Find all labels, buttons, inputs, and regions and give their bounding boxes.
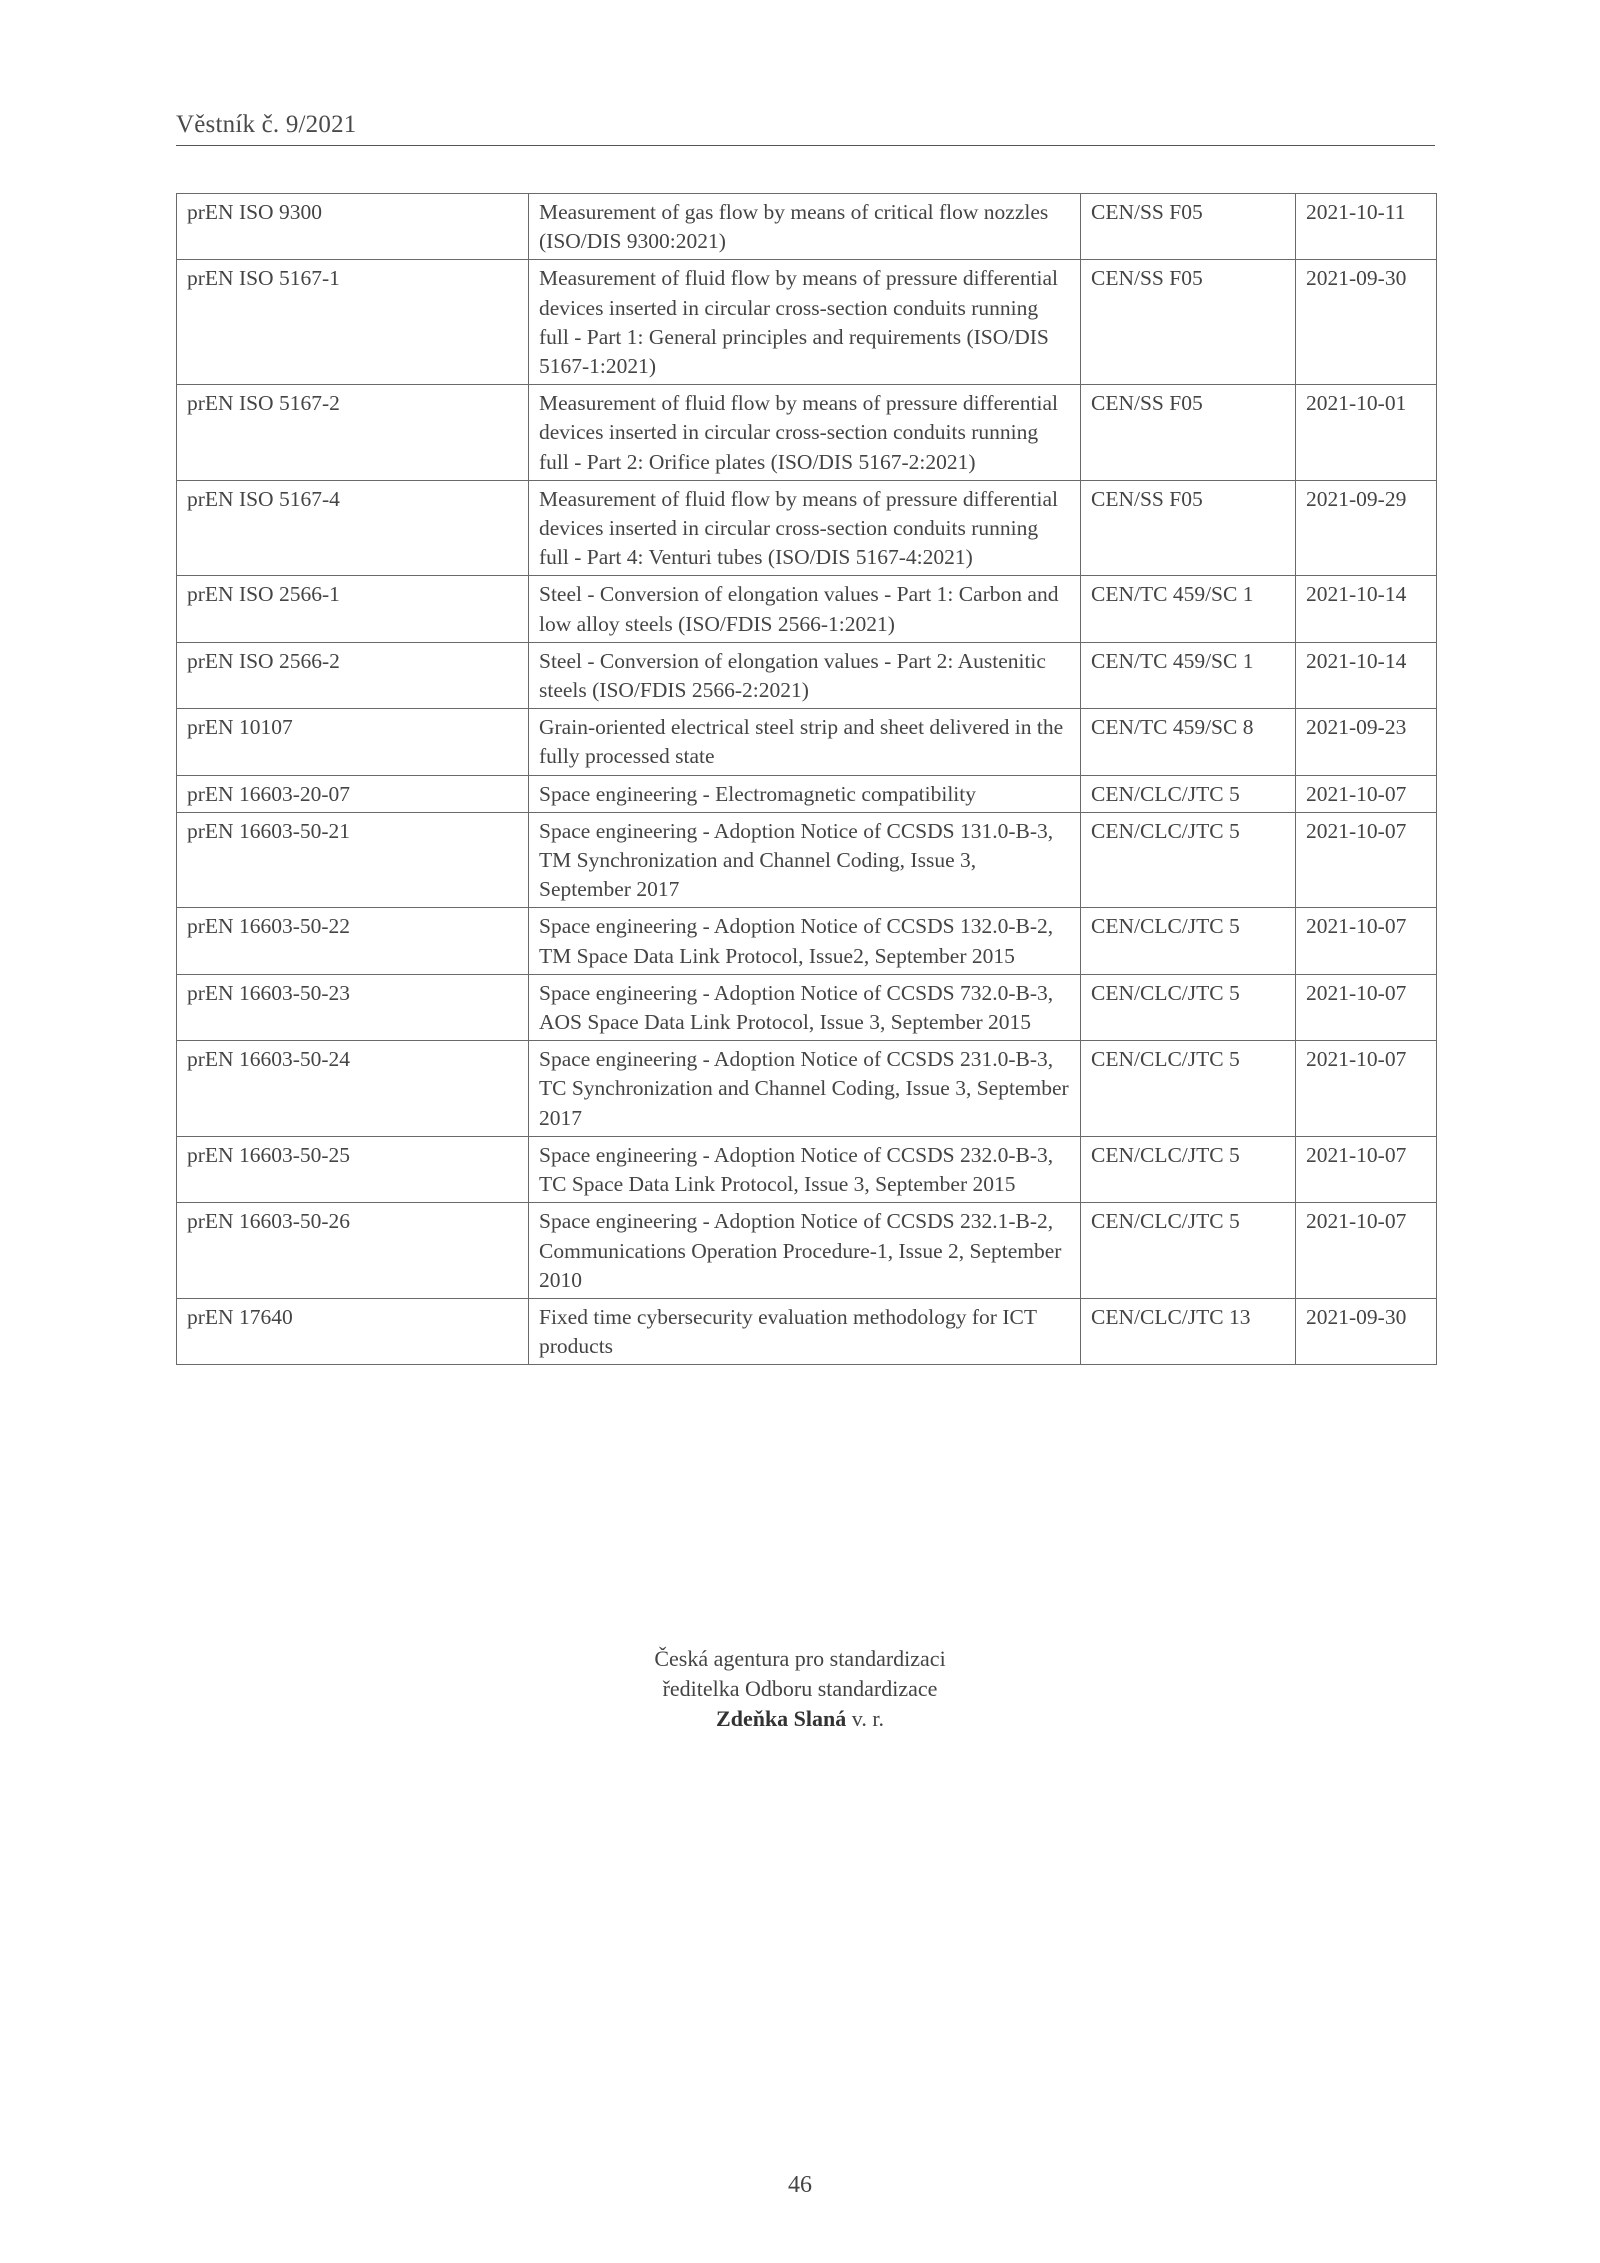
technical-committee: CEN/CLC/JTC 5 (1081, 1203, 1296, 1299)
standard-title: Fixed time cybersecurity evaluation methodology for ICT products (529, 1298, 1081, 1364)
technical-committee: CEN/CLC/JTC 5 (1081, 908, 1296, 974)
standard-title: Space engineering - Adoption Notice of CCSDS 132.0-B-2, TM Space Data Link Protocol, Issue2, September 2015 (529, 908, 1081, 974)
standard-code: prEN 16603-50-26 (177, 1203, 529, 1299)
standard-code: prEN 17640 (177, 1298, 529, 1364)
standard-code: prEN 16603-50-21 (177, 812, 529, 908)
standard-title: Space engineering - Adoption Notice of CCSDS 232.0-B-3, TC Space Data Link Protocol, Issue 3, September 2015 (529, 1136, 1081, 1202)
technical-committee: CEN/TC 459/SC 8 (1081, 709, 1296, 775)
table-row (177, 1136, 1437, 1202)
technical-committee: CEN/SS F05 (1081, 480, 1296, 576)
table-row (177, 812, 1437, 908)
standards-table-body (177, 194, 1437, 1365)
comment-deadline: 2021-10-14 (1296, 576, 1437, 642)
comment-deadline: 2021-10-07 (1296, 775, 1437, 812)
standard-code: prEN ISO 2566-1 (177, 576, 529, 642)
standard-code: prEN 10107 (177, 709, 529, 775)
comment-deadline: 2021-10-07 (1296, 1203, 1437, 1299)
technical-committee: CEN/CLC/JTC 5 (1081, 974, 1296, 1040)
standard-code: prEN 16603-20-07 (177, 775, 529, 812)
comment-deadline: 2021-10-07 (1296, 1041, 1437, 1137)
standards-table (176, 193, 1437, 1365)
standard-title: Measurement of fluid flow by means of pressure differential devices inserted in circular cross-section conduits running full - Part 2: Orifice plates (ISO/DIS 5167-2:2021) (529, 385, 1081, 481)
standard-title: Steel - Conversion of elongation values - Part 2: Austenitic steels (ISO/FDIS 2566-2:2021) (529, 642, 1081, 708)
comment-deadline: 2021-10-01 (1296, 385, 1437, 481)
technical-committee: CEN/CLC/JTC 5 (1081, 812, 1296, 908)
table-row (177, 260, 1437, 385)
standard-title: Space engineering - Electromagnetic compatibility (529, 775, 1081, 812)
comment-deadline: 2021-10-07 (1296, 812, 1437, 908)
table-row (177, 709, 1437, 775)
signatory-line (0, 1704, 1600, 1734)
comment-deadline: 2021-10-07 (1296, 1136, 1437, 1202)
technical-committee: CEN/TC 459/SC 1 (1081, 576, 1296, 642)
standard-code: prEN ISO 5167-4 (177, 480, 529, 576)
technical-committee: CEN/SS F05 (1081, 194, 1296, 260)
standard-code: prEN ISO 9300 (177, 194, 529, 260)
standard-code: prEN 16603-50-24 (177, 1041, 529, 1137)
table-row (177, 1298, 1437, 1364)
journal-title: Věstník č. 9/2021 (176, 111, 357, 138)
comment-deadline: 2021-10-14 (1296, 642, 1437, 708)
technical-committee: CEN/SS F05 (1081, 385, 1296, 481)
signatory-suffix: v. r. (846, 1706, 884, 1731)
table-row (177, 974, 1437, 1040)
technical-committee: CEN/TC 459/SC 1 (1081, 642, 1296, 708)
comment-deadline: 2021-09-30 (1296, 1298, 1437, 1364)
standard-code: prEN ISO 2566-2 (177, 642, 529, 708)
standard-code: prEN 16603-50-25 (177, 1136, 529, 1202)
table-row (177, 1041, 1437, 1137)
table-row (177, 480, 1437, 576)
standard-title: Measurement of gas flow by means of critical flow nozzles (ISO/DIS 9300:2021) (529, 194, 1081, 260)
signatory-name: Zdeňka Slaná (716, 1706, 847, 1731)
standard-title: Grain-oriented electrical steel strip and sheet delivered in the fully processed state (529, 709, 1081, 775)
comment-deadline: 2021-10-11 (1296, 194, 1437, 260)
standard-title: Space engineering - Adoption Notice of CCSDS 131.0-B-3, TM Synchronization and Channel Coding, Issue 3, September 2017 (529, 812, 1081, 908)
technical-committee: CEN/CLC/JTC 5 (1081, 1041, 1296, 1137)
technical-committee: CEN/CLC/JTC 13 (1081, 1298, 1296, 1364)
page-header (176, 112, 1435, 146)
table-row (177, 642, 1437, 708)
standard-code: prEN ISO 5167-1 (177, 260, 529, 385)
table-row (177, 908, 1437, 974)
comment-deadline: 2021-09-23 (1296, 709, 1437, 775)
standard-title: Space engineering - Adoption Notice of CCSDS 232.1-B-2, Communications Operation Procedure-1, Issue 2, September 2010 (529, 1203, 1081, 1299)
standard-code: prEN 16603-50-22 (177, 908, 529, 974)
comment-deadline: 2021-09-29 (1296, 480, 1437, 576)
standard-title: Space engineering - Adoption Notice of CCSDS 231.0-B-3, TC Synchronization and Channel Coding, Issue 3, September 2017 (529, 1041, 1081, 1137)
standard-code: prEN 16603-50-23 (177, 974, 529, 1040)
table-row (177, 385, 1437, 481)
page-number: 46 (788, 2172, 812, 2198)
comment-deadline: 2021-09-30 (1296, 260, 1437, 385)
technical-committee: CEN/CLC/JTC 5 (1081, 1136, 1296, 1202)
table-row (177, 194, 1437, 260)
standard-title: Measurement of fluid flow by means of pressure differential devices inserted in circular cross-section conduits running full - Part 1: General principles and requirements (ISO/DIS 5167-1:2021) (529, 260, 1081, 385)
comment-deadline: 2021-10-07 (1296, 908, 1437, 974)
standard-title: Steel - Conversion of elongation values - Part 1: Carbon and low alloy steels (ISO/FDIS 2566-1:2021) (529, 576, 1081, 642)
comment-deadline: 2021-10-07 (1296, 974, 1437, 1040)
technical-committee: CEN/SS F05 (1081, 260, 1296, 385)
standard-code: prEN ISO 5167-2 (177, 385, 529, 481)
table-row (177, 775, 1437, 812)
technical-committee: CEN/CLC/JTC 5 (1081, 775, 1296, 812)
signature-block (0, 1644, 1600, 1734)
standard-title: Space engineering - Adoption Notice of CCSDS 732.0-B-3, AOS Space Data Link Protocol, Issue 3, September 2015 (529, 974, 1081, 1040)
table-row (177, 576, 1437, 642)
signatory-role: ředitelka Odboru standardizace (662, 1676, 938, 1701)
standard-title: Measurement of fluid flow by means of pressure differential devices inserted in circular cross-section conduits running full - Part 4: Venturi tubes (ISO/DIS 5167-4:2021) (529, 480, 1081, 576)
table-row (177, 1203, 1437, 1299)
agency-name: Česká agentura pro standardizaci (654, 1646, 946, 1671)
